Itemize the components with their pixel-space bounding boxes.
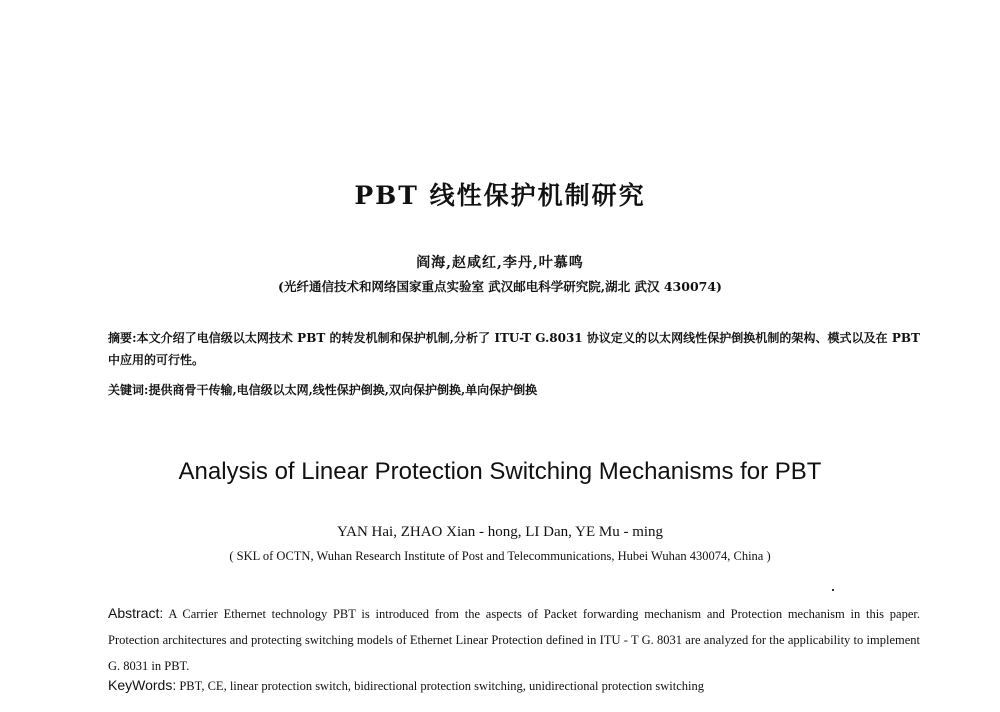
english-abstract [108, 600, 920, 679]
english-abstract-label: Abstract: [108, 605, 164, 621]
english-title: Analysis of Linear Protection Switching Mechanisms for PBT [178, 458, 822, 485]
chinese-abstract-label: 摘要: [108, 331, 137, 345]
chinese-authors: 阎海,赵咸红,李丹,叶慕鸣 [416, 255, 584, 271]
chinese-keywords-text: 提供商骨干传输,电信级以太网,线性保护倒换,双向保护倒换,单向保护倒换 [148, 383, 538, 397]
scan-speck [832, 589, 834, 591]
chinese-title: PBT 线性保护机制研究 [354, 181, 646, 210]
english-abstract-text: A Carrier Ethernet technology PBT is introduced from the aspects of Packet forwarding mechanism and Protection mechanism in this paper. Protection architectures and protecting switching models of Ethernet Linear Protection defined in ITU - T G. 8031 are analyzed for the applicability to implement G. 8031 in PBT. [108, 607, 920, 673]
english-keywords [108, 677, 920, 694]
english-keywords-text: PBT, CE, linear protection switch, bidirectional protection switching, unidirectional protection switching [179, 679, 704, 693]
english-authors: YAN Hai, ZHAO Xian - hong, LI Dan, YE Mu - ming [336, 524, 664, 540]
chinese-keywords-label: 关键词: [108, 383, 149, 397]
english-keywords-label: KeyWords: [108, 677, 177, 693]
chinese-abstract-text: 本文介绍了电信级以太网技术 PBT 的转发机制和保护机制,分析了 ITU-T G.8031 协议定义的以太网线性保护倒换机制的架构、模式以及在 PBT 中应用的可行性。 [108, 331, 920, 367]
english-affiliation: ( SKL of OCTN, Wuhan Research Institute of Post and Telecommunications, Hubei Wuhan 430074, China ) [229, 549, 771, 563]
chinese-affiliation: (光纤通信技术和网络国家重点实验室 武汉邮电科学研究院,湖北 武汉 430074) [278, 279, 722, 294]
chinese-abstract [108, 327, 920, 371]
chinese-keywords [108, 381, 920, 398]
